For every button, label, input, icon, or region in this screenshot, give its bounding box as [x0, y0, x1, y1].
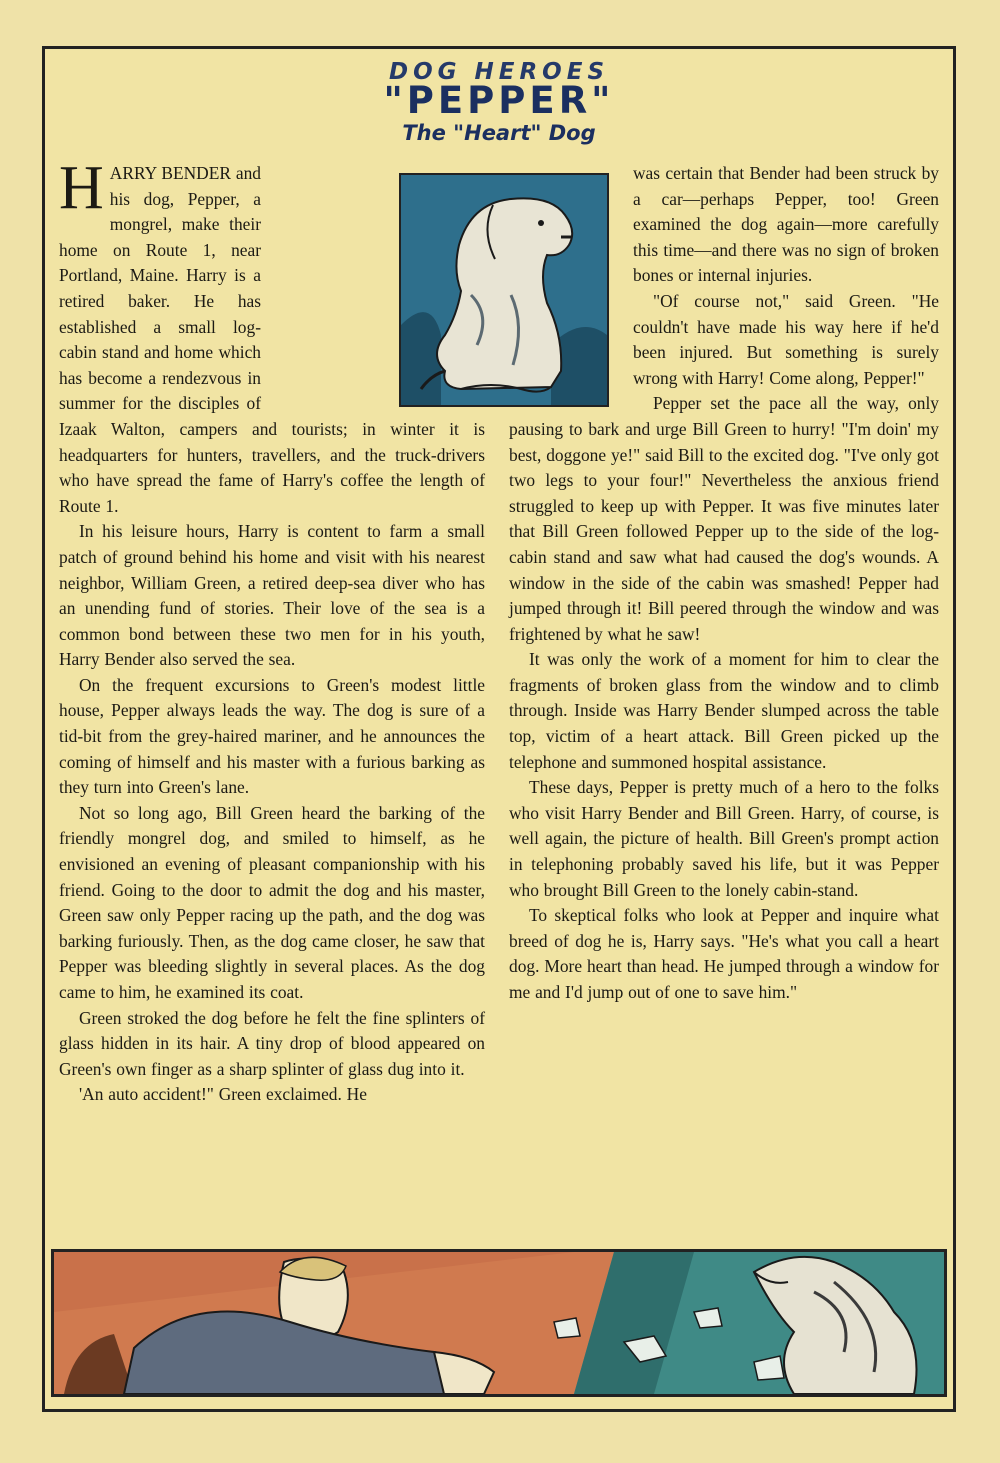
- page-frame: [42, 46, 956, 1412]
- paragraph: On the frequent excursions to Green's modest little house, Pepper always leads the way. The dog is sure of a tid-bit from the grey-haired mariner, and he announces the coming of himself and his master with a furious barking as they turn into Green's lane.: [59, 674, 485, 798]
- paragraph: In his leisure hours, Harry is content to farm a small patch of ground behind his home and visit with his nearest neighbor, William Green, a retired deep-sea diver who has an unending fund of stories. Their love of the sea is a common bond between these two men for in his youth, Harry Bender also served the sea.: [59, 521, 485, 670]
- right-column: [509, 161, 939, 1006]
- paragraph: 'An auto accident!" Green exclaimed. He: [79, 1084, 367, 1105]
- inset-spacer: [271, 163, 485, 397]
- paragraph-text: ARRY BENDER and his dog, Pepper, a mongrel, make their home on Route 1, near Portland, Maine. Harry is a retired baker. He has established a small log-cabin stand and home which has become a rendezvous in summer for the disciples of Izaak Walton, campers and tourists; in winter it is headquarters for hunters, travellers, and the truck-drivers who have spread the fame of Harry's coffee the length of Route 1.: [59, 163, 485, 516]
- paragraph: It was only the work of a moment for him to clear the fragments of broken glass from the window and to climb through. Inside was Harry Bender slumped across the table top, victim of a heart attack. Bill Green picked up the telephone and summoned hospital assistance.: [509, 649, 939, 772]
- paragraph: Pepper set the pace all the way, only pausing to bark and urge Bill Green to hurry! "I'm doin' my best, doggone ye!" said Bill to the excited dog. "I've only got two legs to your four!" Nevertheless the anxious friend struggled to keep up with Pepper. It was five minutes later that Bill Green followed Pepper up to the side of the log-cabin stand and saw what had caused the dog's wounds. A window in the side of the cabin was smashed! Pepper had jumped through it! Bill peered through the window and was frightened by what he saw!: [509, 393, 939, 644]
- paragraph: These days, Pepper is pretty much of a hero to the folks who visit Harry Bender and Bill Green. Harry, of course, is well again, the picture of health. Bill Green's prompt action in telephoning probably saved his life, but it was Pepper who brought Bill Green to the lonely cabin-stand.: [509, 777, 939, 900]
- bottom-illustration-panel: [51, 1249, 947, 1397]
- inset-spacer: [509, 163, 623, 397]
- article-title: "PEPPER": [383, 79, 615, 122]
- paragraph: To skeptical folks who look at Pepper and inquire what breed of dog he is, Harry says. "He's what you call a heart dog. More heart than head. He jumped through a window for me and I'd jump out of one to save him.": [509, 905, 939, 1002]
- drop-cap: H: [59, 154, 104, 222]
- paragraph: Green stroked the dog before he felt the fine splinters of glass hidden in its hair. A tiny drop of blood appeared on Green's own finger as a sharp splinter of glass dug into it.: [59, 1007, 485, 1079]
- left-column: [59, 154, 485, 1108]
- paragraph: Not so long ago, Bill Green heard the barking of the friendly mongrel dog, and smiled to himself, as he envisioned an evening of pleasant companionship with his friend. Going to the door to admit the dog and his master, Green saw only Pepper racing up the path, and the dog was barking furiously. Then, as the dog came closer, he saw that Pepper was bleeding slightly in several places. As the dog came to him, he examined its coat.: [59, 802, 485, 1002]
- article-subtitle: The "Heart" Dog: [402, 121, 596, 145]
- paragraph: was certain that Bender had been struck by a car—perhaps Pepper, too! Green examined the dog again—more carefully this time—and there was no sign of broken bones or internal injuries.: [633, 163, 939, 286]
- article-header: [45, 59, 953, 145]
- series-title: DOG HEROES: [388, 59, 610, 85]
- paragraph: "Of course not," said Green. "He couldn't have made his way here if he'd been injured. But something is surely wrong with Harry! Come along, Pepper!": [633, 290, 939, 388]
